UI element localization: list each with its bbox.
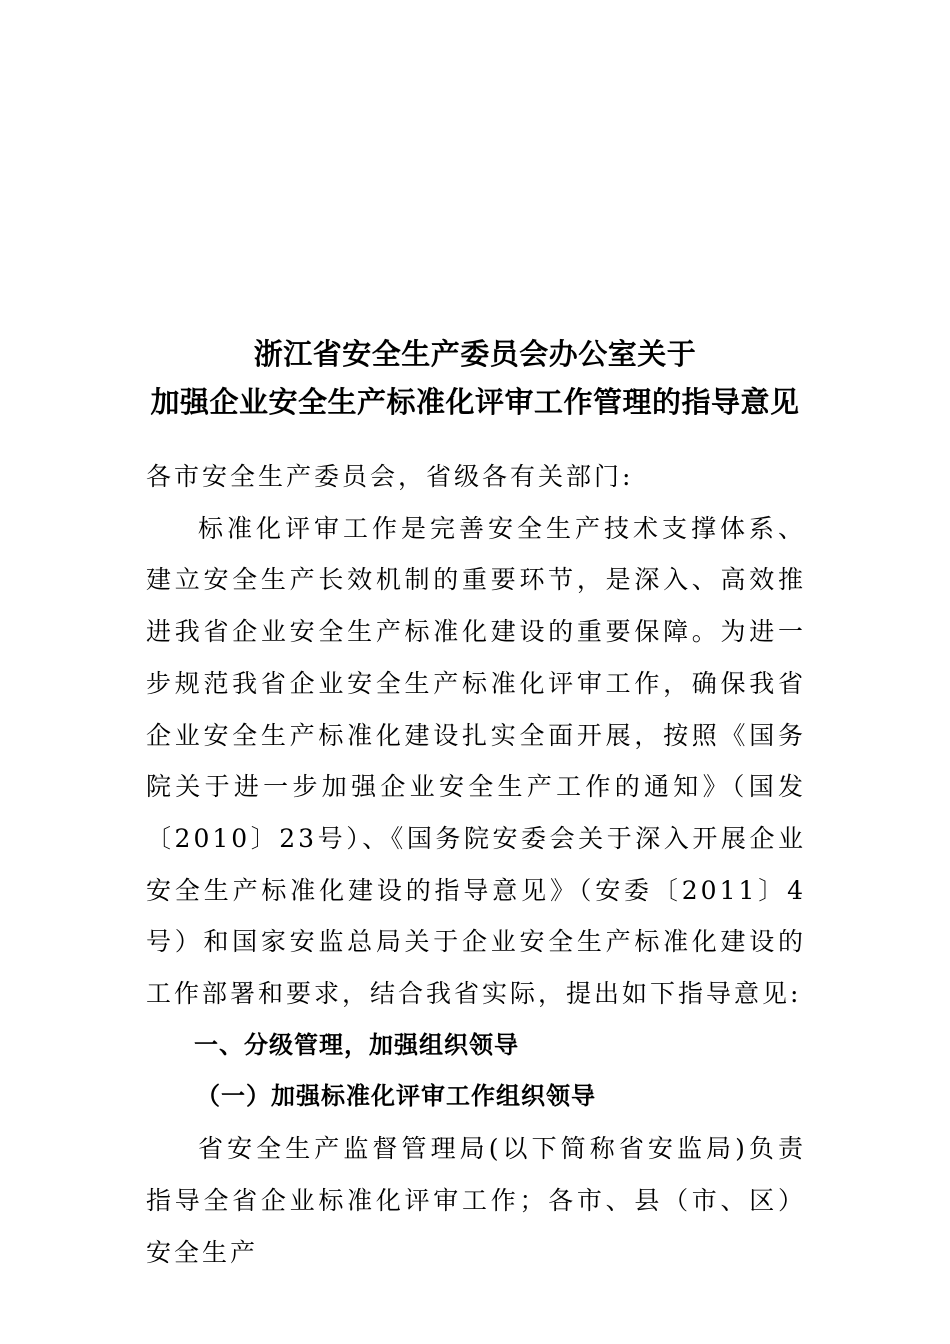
subsection-heading-1: （一）加强标准化评审工作组织领导 <box>196 1082 596 1111</box>
salutation: 各市安全生产委员会，省级各有关部门: <box>146 462 634 491</box>
document-title <box>0 330 950 426</box>
paragraph-intro: 标准化评审工作是完善安全生产技术支撑体系、建立安全生产长效机制的重要环节，是深入、高效推进我省企业安全生产标准化建设的重要保障。为进一步规范我省企业安全生产标准化评审工作，确保我省企业安全生产标准化建设扎实全面开展，按照《国务院关于进一步加强企业安全生产工作的通知》（国发〔2010〕23号）、《国务院安委会关于深入开展企业安全生产标准化建设的指导意见》（安委〔2011〕4号）和国家安监总局关于企业安全生产标准化建设的工作部署和要求，结合我省实际，提出如下指导意见: <box>146 513 806 1009</box>
document-body <box>146 451 806 1278</box>
paragraph-body: 省安全生产监督管理局(以下简称省安监局)负责指导全省企业标准化评审工作；各市、县（市、区）安全生产 <box>146 1134 806 1267</box>
title-line-2: 加强企业安全生产标准化评审工作管理的指导意见 <box>150 385 800 419</box>
title-line-1: 浙江省安全生产委员会办公室关于 <box>253 337 697 371</box>
section-heading-1: 一、分级管理，加强组织领导 <box>194 1030 519 1059</box>
